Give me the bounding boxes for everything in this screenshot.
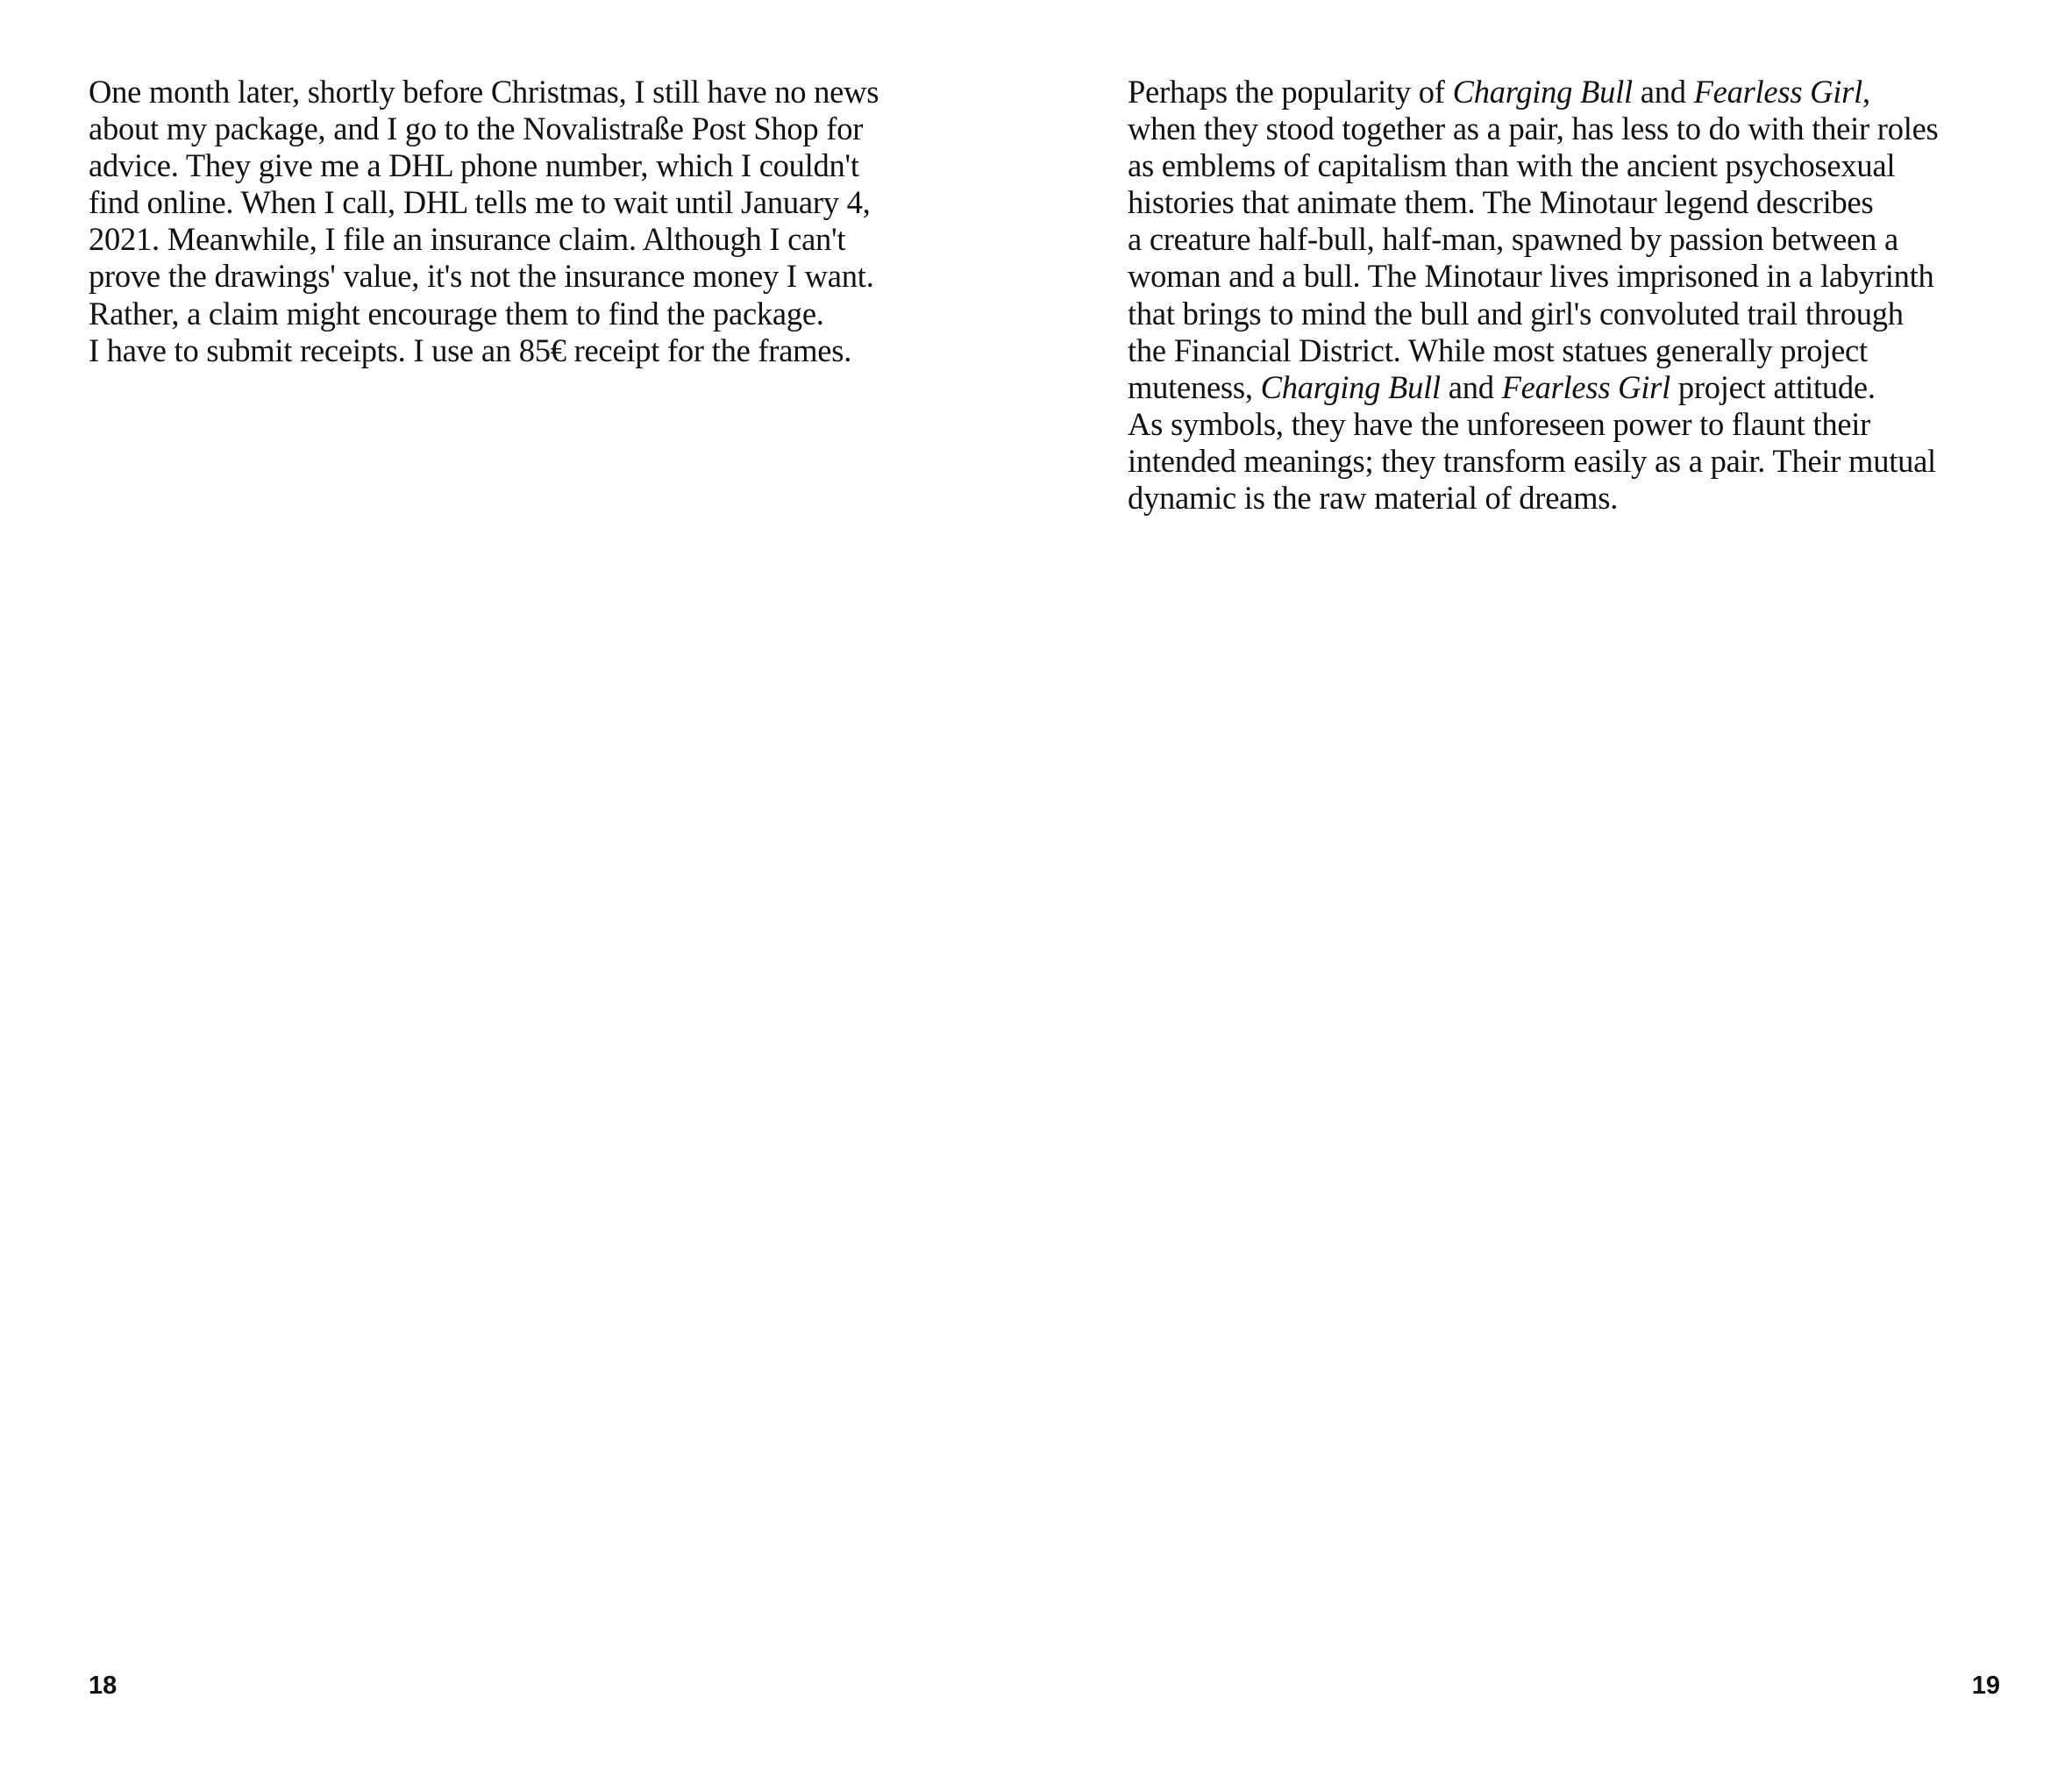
text-line: Rather, a claim might encourage them to find the package.	[89, 295, 824, 332]
text-run: Perhaps the popularity of	[1128, 74, 1453, 110]
text-run: project attitude.	[1670, 368, 1876, 405]
text-line: that brings to mind the bull and girl's convoluted trail through	[1128, 295, 1904, 332]
text-line: prove the drawings' value, it's not the insurance money I want.	[89, 258, 874, 295]
text-line: dynamic is the raw material of dreams.	[1128, 480, 1619, 517]
artwork-title: Fearless Girl	[1501, 368, 1671, 405]
text-line: intended meanings; they transform easily as a pair. Their mutual	[1128, 442, 1936, 479]
page-number-right: 19	[1971, 1672, 2000, 1700]
text-line: advice. They give me a DHL phone number, which I couldn't	[89, 147, 859, 184]
text-run: and	[1440, 368, 1502, 405]
text-line	[1128, 74, 2004, 111]
text-line: as emblems of capitalism than with the ancient psychosexual	[1128, 147, 1896, 184]
page-number-left: 18	[89, 1672, 117, 1700]
text-line: histories that animate them. The Minotaur legend describes	[1128, 184, 1874, 221]
artwork-title: Fearless Girl	[1693, 74, 1863, 110]
text-run: muteness,	[1128, 368, 1261, 405]
right-page-paragraph	[1128, 74, 2004, 517]
text-run: and	[1632, 74, 1694, 110]
text-line: As symbols, they have the unforeseen power to flaunt their	[1128, 405, 1871, 442]
text-line: the Financial District. While most statues generally project	[1128, 332, 1868, 368]
artwork-title: Charging Bull	[1260, 368, 1441, 405]
text-line: 2021. Meanwhile, I file an insurance claim. Although I can't	[89, 221, 846, 258]
text-line: woman and a bull. The Minotaur lives imprisoned in a labyrinth	[1128, 258, 1934, 295]
text-line: when they stood together as a pair, has less to do with their roles	[1128, 111, 1939, 147]
text-run: ,	[1862, 74, 1870, 110]
text-line: a creature half-bull, half-man, spawned by passion between a	[1128, 221, 1898, 258]
text-line: I have to submit receipts. I use an 85€ receipt for the frames.	[89, 332, 852, 368]
text-line: One month later, shortly before Christmas, I still have no news	[89, 74, 879, 110]
text-line: find online. When I call, DHL tells me to wait until January 4,	[89, 184, 871, 221]
right-page	[1036, 0, 2072, 1776]
artwork-title: Charging Bull	[1452, 74, 1633, 110]
text-line	[1128, 369, 2004, 406]
text-line: about my package, and I go to the Novalistraße Post Shop for	[89, 111, 864, 147]
left-page-paragraph	[89, 74, 965, 369]
